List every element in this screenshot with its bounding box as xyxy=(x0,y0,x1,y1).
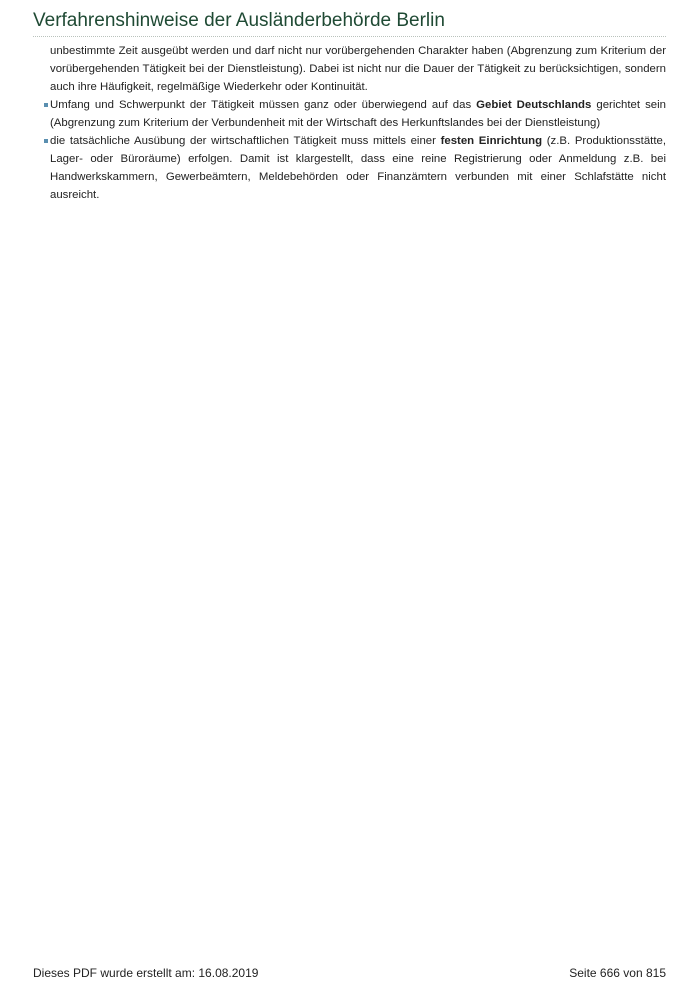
bullet-text-before: die tatsächliche Ausübung der wirtschaftlichen Tätigkeit muss mittels einer xyxy=(50,135,441,147)
list-item xyxy=(50,96,666,132)
bullet-text-bold: Gebiet Deutschlands xyxy=(476,99,592,111)
bullet-text-before: Umfang und Schwerpunkt der Tätigkeit müssen ganz oder überwiegend auf das xyxy=(50,99,477,111)
list-item xyxy=(50,132,666,204)
square-bullet-icon xyxy=(44,103,48,107)
document-body xyxy=(50,42,666,204)
bullet-text-after: (z.B. Produktionsstätte, Lager- oder Büroräume) erfolgen. Damit ist klargestellt, dass eine reine Registrierung oder Anmeldung z.B. bei Handwerkskammern, Gewerbeämtern, Meldebehörden oder Finanzämtern verbunden mit einer Schlafstätte nicht ausreicht. xyxy=(50,135,667,201)
page-title: Verfahrenshinweise der Ausländerbehörde Berlin xyxy=(33,10,445,31)
bullet-text-after: gerichtet sein (Abgrenzung zum Kriterium der Verbundenheit mit der Wirtschaft des Herkunftslandes bei der Dienstleistung) xyxy=(50,99,666,129)
footer-created-date: Dieses PDF wurde erstellt am: 16.08.2019 xyxy=(33,966,259,980)
square-bullet-icon xyxy=(44,139,48,143)
header-divider xyxy=(33,36,666,37)
footer-page-number: Seite 666 von 815 xyxy=(569,966,666,980)
bullet-text-bold: festen Einrichtung xyxy=(440,135,543,147)
continuation-paragraph: unbestimmte Zeit ausgeübt werden und darf nicht nur vorübergehenden Charakter haben (Abgrenzung zum Kriterium der vorübergehenden Tätigkeit bei der Dienstleistung). Dabei ist nicht nur die Dauer der Tätigkeit zu berücksichtigen, sondern auch ihre Häufigkeit, regelmäßige Wiederkehr oder Kontinuität. xyxy=(50,45,666,93)
